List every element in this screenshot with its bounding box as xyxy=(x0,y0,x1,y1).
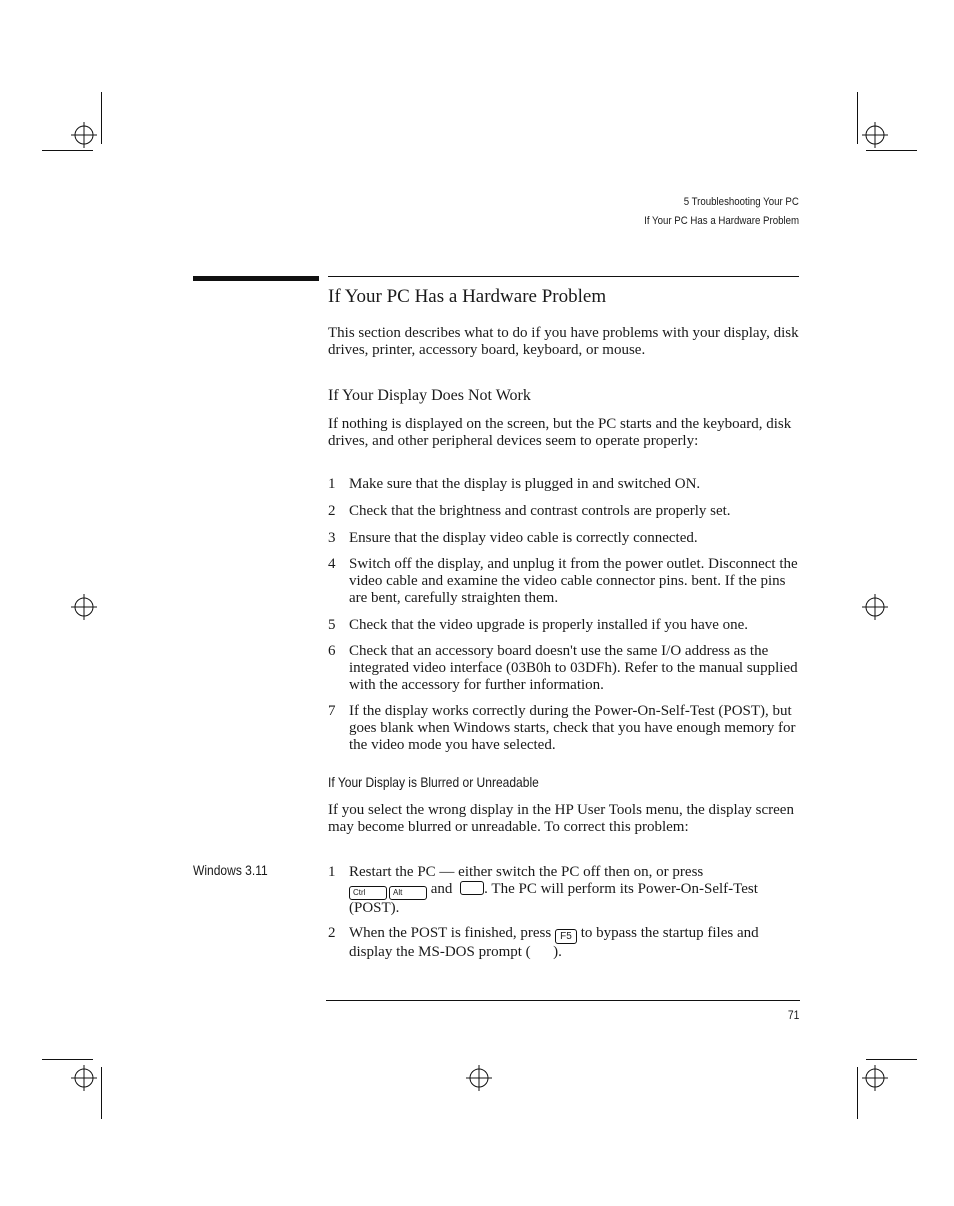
running-header-section: If Your PC Has a Hardware Problem xyxy=(644,215,799,227)
key-line xyxy=(349,881,800,900)
list-item xyxy=(328,617,800,634)
side-label: Windows 3.11 xyxy=(193,862,268,878)
step-number: 2 xyxy=(328,925,336,941)
blurred-section-heading: If Your Display is Blurred or Unreadable xyxy=(328,774,539,790)
step-text: . The PC will perform its Power-On-Self-Test xyxy=(484,881,758,897)
step-number: 4 xyxy=(328,556,336,572)
display-section-intro: If nothing is displayed on the screen, but the PC starts and the keyboard, disk drives, and other peripheral devices seem to operate properly: xyxy=(328,416,792,449)
crop-mark-bottom-left-vertical xyxy=(101,1067,102,1119)
page-number: 71 xyxy=(787,1008,799,1022)
and-text: and xyxy=(430,881,453,897)
step-number: 3 xyxy=(328,530,336,546)
registration-mark-icon xyxy=(464,1063,494,1093)
step-number: 5 xyxy=(328,617,336,633)
list-item xyxy=(328,476,800,493)
list-item xyxy=(328,703,800,754)
step-text: If the display works correctly during the Power-On-Self-Test (POST), but goes blank when Windows starts, check that you have enough memory for the video mode you have selected. xyxy=(349,703,796,753)
step-text: When the POST is finished, press xyxy=(349,925,552,941)
crop-mark-bottom-right-vertical xyxy=(857,1067,858,1119)
step-text: Check that an accessory board doesn't use the same I/O address as the integrated video interface (03B0h to 03DFh). Refer to the manual supplied with the accessory for further information. xyxy=(349,643,798,693)
blurred-section-intro: If you select the wrong display in the HP User Tools menu, the display screen may become blurred or unreadable. To correct this problem: xyxy=(328,802,794,835)
step-text: Check that the brightness and contrast controls are properly set. xyxy=(349,503,731,519)
step-number: 1 xyxy=(328,864,336,880)
crop-mark-bottom-right-horizontal xyxy=(866,1059,917,1060)
step-text: Ensure that the display video cable is correctly connected. xyxy=(349,530,698,546)
registration-mark-icon xyxy=(860,1063,890,1093)
list-item xyxy=(328,643,800,694)
list-item xyxy=(328,556,800,607)
heading-thick-rule xyxy=(193,276,319,281)
step-text: Check that the video upgrade is properly installed if you have one. xyxy=(349,617,749,633)
del-key-icon xyxy=(460,881,484,895)
list-item xyxy=(328,503,800,520)
registration-mark-icon xyxy=(860,592,890,622)
registration-mark-icon xyxy=(860,120,890,150)
step-text: display the MS-DOS prompt ( ). xyxy=(349,944,562,960)
step-text: Make sure that the display is plugged in and switched ON. xyxy=(349,476,701,492)
running-header-chapter: 5 Troubleshooting Your PC xyxy=(683,196,799,208)
step-text: Restart the PC — either switch the PC off then on, or press xyxy=(349,864,704,880)
crop-mark-bottom-left-horizontal xyxy=(42,1059,93,1060)
crop-mark-top-right-vertical xyxy=(857,92,858,144)
footer-rule xyxy=(326,1000,800,1001)
alt-key-icon: Alt xyxy=(389,886,427,900)
crop-mark-top-left-horizontal xyxy=(42,150,93,151)
list-item xyxy=(328,864,800,917)
step-number: 6 xyxy=(328,643,336,659)
registration-mark-icon xyxy=(69,120,99,150)
step-text: to bypass the startup files and xyxy=(580,925,759,941)
crop-mark-top-right-horizontal xyxy=(866,150,917,151)
step-number: 2 xyxy=(328,503,336,519)
f5-key-icon: F5 xyxy=(555,929,577,944)
display-section-heading: If Your Display Does Not Work xyxy=(328,387,531,404)
registration-mark-icon xyxy=(69,592,99,622)
step-text: Switch off the display, and unplug it from the power outlet. Disconnect the video cable and examine the video cable connector pins. bent. If the pins are bent, carefully straighten them. xyxy=(349,556,798,606)
step-text: (POST). xyxy=(349,900,400,916)
crop-mark-top-left-vertical xyxy=(101,92,102,144)
intro-paragraph: This section describes what to do if you have problems with your display, disk drives, printer, accessory board, keyboard, or mouse. xyxy=(328,325,799,358)
ctrl-key-icon: Ctrl xyxy=(349,886,387,900)
step-number: 1 xyxy=(328,476,336,492)
list-item xyxy=(328,925,800,961)
list-item xyxy=(328,530,800,547)
key-line xyxy=(349,925,800,944)
registration-mark-icon xyxy=(69,1063,99,1093)
step-number: 7 xyxy=(328,703,336,719)
page-title: If Your PC Has a Hardware Problem xyxy=(328,286,607,307)
heading-thin-rule xyxy=(328,276,799,277)
